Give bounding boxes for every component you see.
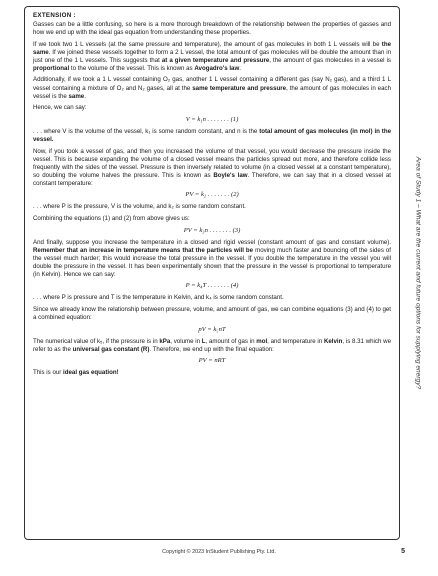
temperature-paragraph: And finally, suppose you increase the temperature in a closed and rigid vessel (constant amount of gas and constant volume). Remember that an increase in temperature means that the particles will be moving much faster and bouncing off the sides of the vessel much harder; this would increase the total pressure in the vessel. If you double the temperature in the vessel you will double the pressure in the vessel. It has been experimentally shown that the pressure in the vessel is proportional to temperature (in Kelvin). Hence we can say:: [33, 238, 391, 278]
equation-4-explanation: . . . where P is pressure and T is the temperature in Kelvin, and k₄ is some random constant.: [33, 294, 284, 302]
sidebar-label: Area of Study 1 – What are the current and future options for supplying energy?: [414, 156, 422, 390]
equation-4: P = k₄T . . . . . . . (4): [185, 282, 239, 290]
ideal-gas-equation: PV = nRT: [198, 357, 226, 365]
combine-3-4-text: Since we already know the relationship between pressure, volume, and amount of gas, we can combine equations (3) and (4) to get a combined equation:: [33, 306, 391, 322]
extension-heading: EXTENSION :: [33, 12, 76, 19]
combining-text: Combining the equations (1) and (2) from above gives us:: [33, 215, 190, 222]
intro-paragraph: Gasses can be a little confusing, so here is a more thorough breakdown of the relationship between the properties of gasses and how we end up with the ideal gas equation from understanding these properties.: [33, 21, 391, 37]
hence-text: Hence, we can say:: [33, 104, 87, 112]
extension-box: [24, 6, 400, 540]
page-number: 5: [401, 548, 405, 555]
equation-5: pV = k₅nT: [198, 325, 226, 333]
boyle-paragraph: Now, if you took a vessel of gas, and then you increased the volume of that vessel, you would decrease the pressure inside the vessel. This is because expanding the volume of a closed vessel means the particles spread out more, and therefore collide less frequently with the sides of the vessel. Pressure is then inversely related to volume (in a closed vessel at a constant temperature), so doubling the volume halves the pressure. This is known as Boyle's law. Therefore, we can say that in a closed vessel at constant temperature:: [33, 147, 391, 187]
equation-3: PV = k₃n . . . . . . . (3): [183, 226, 241, 234]
equation-1: V = k₁n . . . . . . . (1): [185, 115, 239, 123]
gas-constant-paragraph: The numerical value of k₅, if the pressure is in kPa, volume in L, amount of gas in mol, and temperature in Kelvin, is 8.31 which we refer to as the universal gas constant (R). Therefore, we end up with the final equation:: [33, 337, 391, 353]
avogadro-paragraph: If we took two 1 L vessels (at the same pressure and temperature), the amount of gas molecules in both 1 L vessels will be the same. If we joined these vessels together to form a 2 L vessel, the total amount of gas molecules will be double the amount than in just one of the 1 L vessels. This suggests that at a given temperature and pressure, the amount of gas molecules in a vessel is proportional to the volume of the vessel. This is known as Avogadro's law.: [33, 40, 392, 72]
copyright-text: Copyright © 2023 InStudent Publishing Pty. Ltd.: [162, 549, 276, 555]
equation-1-explanation: . . . where V is the volume of the vessel, k₁ is some random constant, and n is the total amount of gas molecules (in mol) in the vessel.: [33, 127, 392, 143]
equation-2: PV = k₂ . . . . . . . (2): [185, 191, 239, 199]
conclusion-text: This is our ideal gas equation!: [33, 369, 119, 377]
page-footer: [0, 549, 438, 563]
mixture-paragraph: Additionally, if we took a 1 L vessel containing O₂ gas, another 1 L vessel containing a different gas (say N₂ gas), and a third 1 L vessel containing a mixture of O₂ and N₂ gases, all at the same temperature and pressure, the amount of gas molecules in each vessel is the same.: [33, 76, 391, 100]
area-of-study-sidebar: [404, 6, 432, 540]
equation-2-explanation: . . . where P is the pressure, V is the volume, and k₂ is some random constant.: [33, 203, 246, 211]
